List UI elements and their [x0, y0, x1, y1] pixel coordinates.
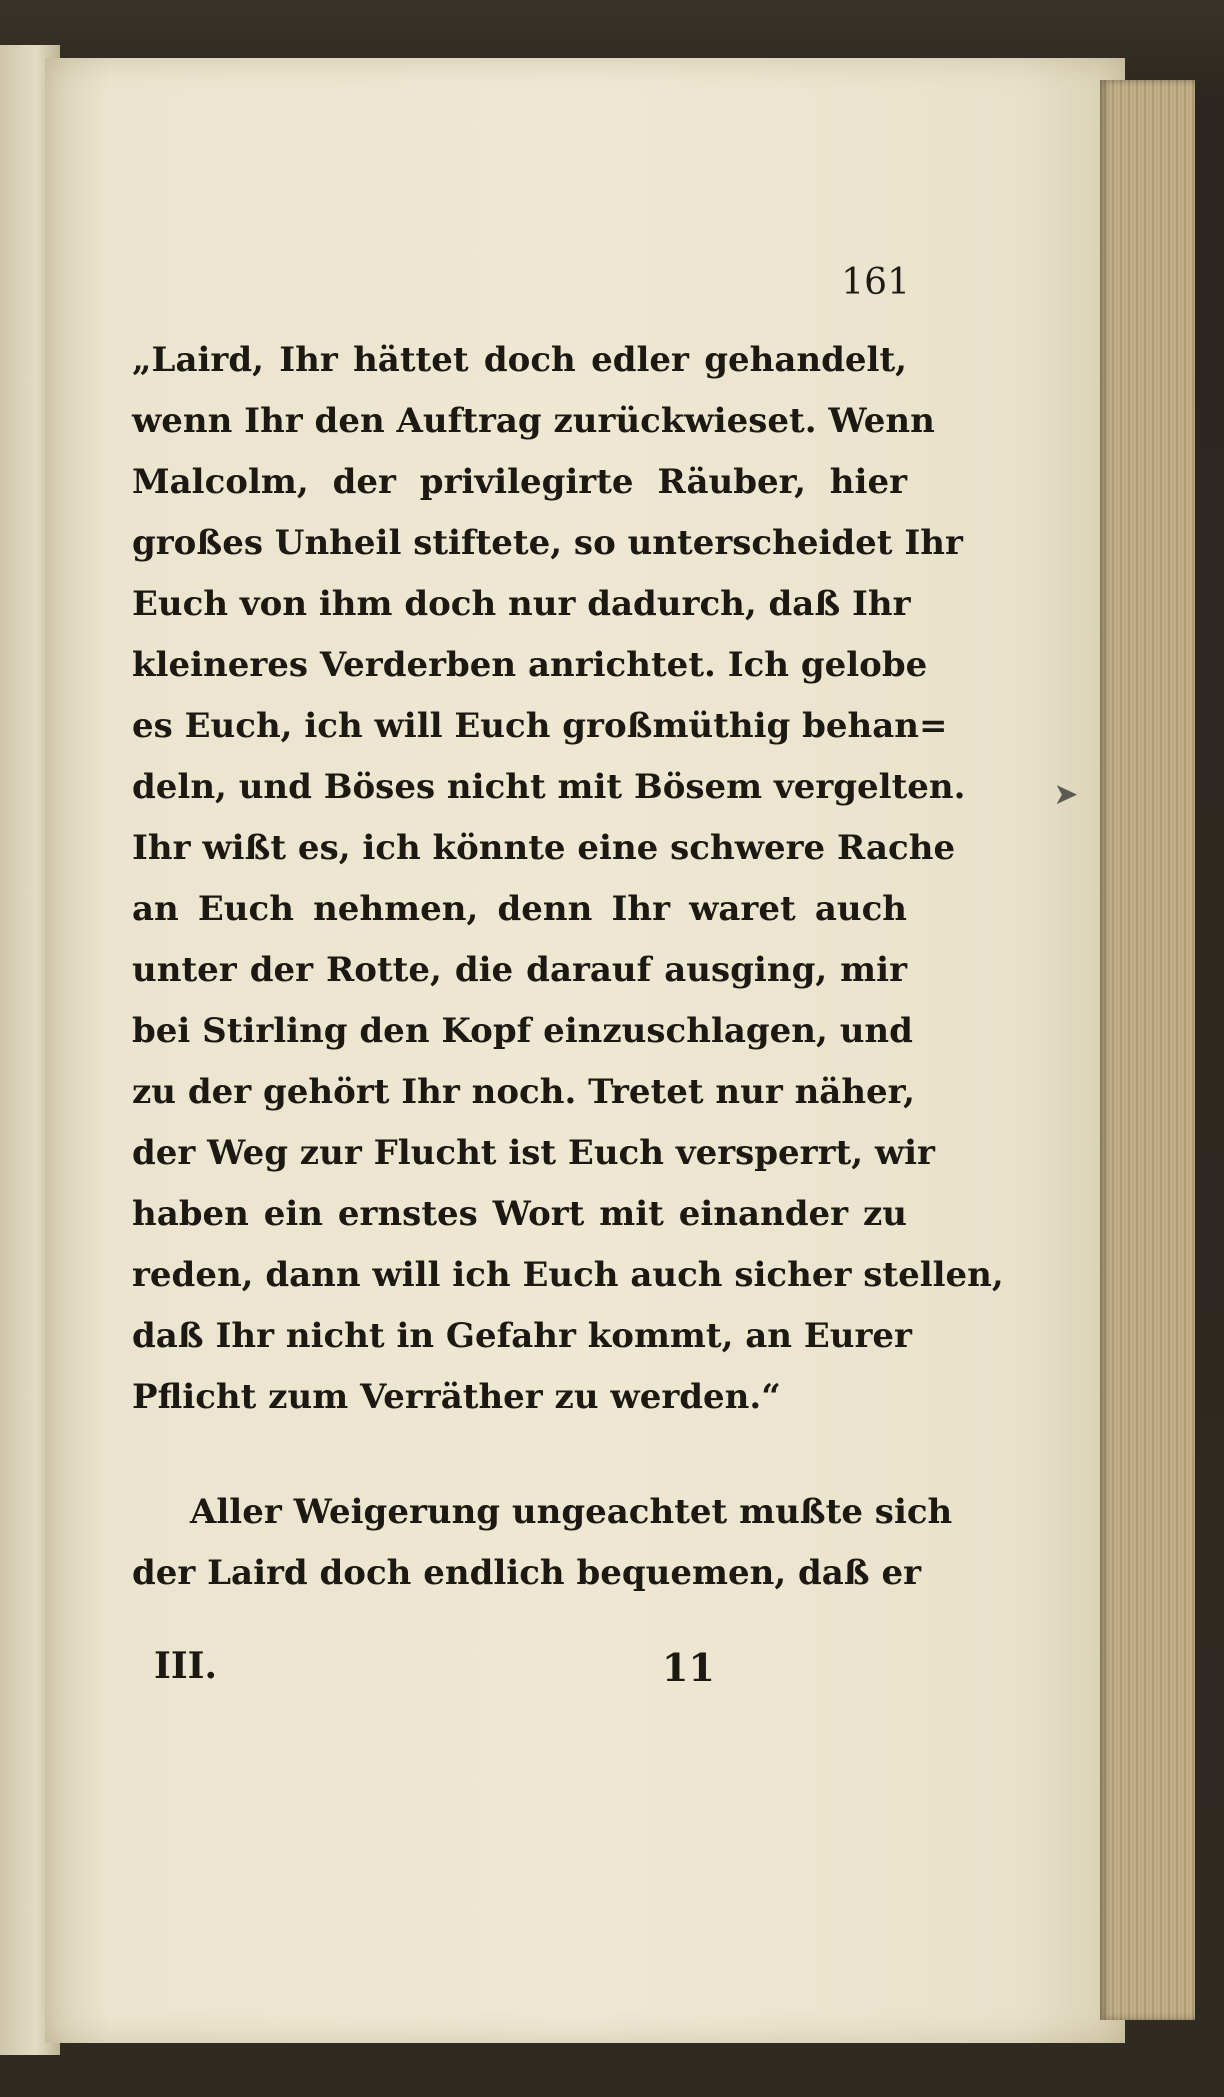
page-block-edges	[1100, 80, 1195, 2020]
page-footer	[132, 1645, 907, 1695]
text-line: Malcolm, der privilegirte Räuber, hier	[132, 462, 907, 502]
text-line: unter der Rotte, die darauf ausging, mir	[132, 950, 907, 990]
text-line: kleineres Verderben anrichtet. Ich gelobe	[132, 645, 928, 685]
text-line: haben ein ernstes Wort mit einander zu	[132, 1194, 907, 1234]
text-line: deln, und Böses nicht mit Bösem vergelten.	[132, 767, 966, 807]
page-number: 161	[841, 262, 910, 303]
paragraph	[132, 1482, 953, 1604]
text-line: an Euch nehmen, denn Ihr waret auch	[132, 889, 907, 929]
ribbon-bookmark-icon: ➤	[1053, 777, 1079, 812]
text-line: der Weg zur Flucht ist Euch versperrt, wir	[132, 1133, 935, 1173]
signature-mark: III.	[154, 1645, 218, 1687]
text-line: es Euch, ich will Euch großmüthig behan=	[132, 706, 948, 746]
text-line: Ihr wißt es, ich könnte eine schwere Rache	[132, 828, 956, 868]
body-text	[132, 330, 1004, 1604]
text-line: daß Ihr nicht in Gefahr kommt, an Eurer	[132, 1316, 912, 1356]
text-line: Euch von ihm doch nur dadurch, daß Ihr	[132, 584, 911, 624]
text-line: wenn Ihr den Auftrag zurückwieset. Wenn	[132, 401, 935, 441]
text-line: „Laird, Ihr hättet doch edler gehandelt,	[132, 340, 907, 380]
text-line: Aller Weigerung ungeachtet mußte sich	[190, 1492, 953, 1532]
sheet-number: 11	[662, 1645, 715, 1690]
text-line: der Laird doch endlich bequemen, daß er	[132, 1553, 922, 1593]
paragraph	[132, 330, 1004, 1428]
text-line: reden, dann will ich Euch auch sicher stellen,	[132, 1255, 1004, 1295]
text-line: Pflicht zum Verräther zu werden.“	[132, 1377, 781, 1417]
text-line: bei Stirling den Kopf einzuschlagen, und	[132, 1011, 913, 1051]
text-line: zu der gehört Ihr noch. Tretet nur näher,	[132, 1072, 915, 1112]
text-line: großes Unheil stiftete, so unterscheidet Ihr	[132, 523, 963, 563]
